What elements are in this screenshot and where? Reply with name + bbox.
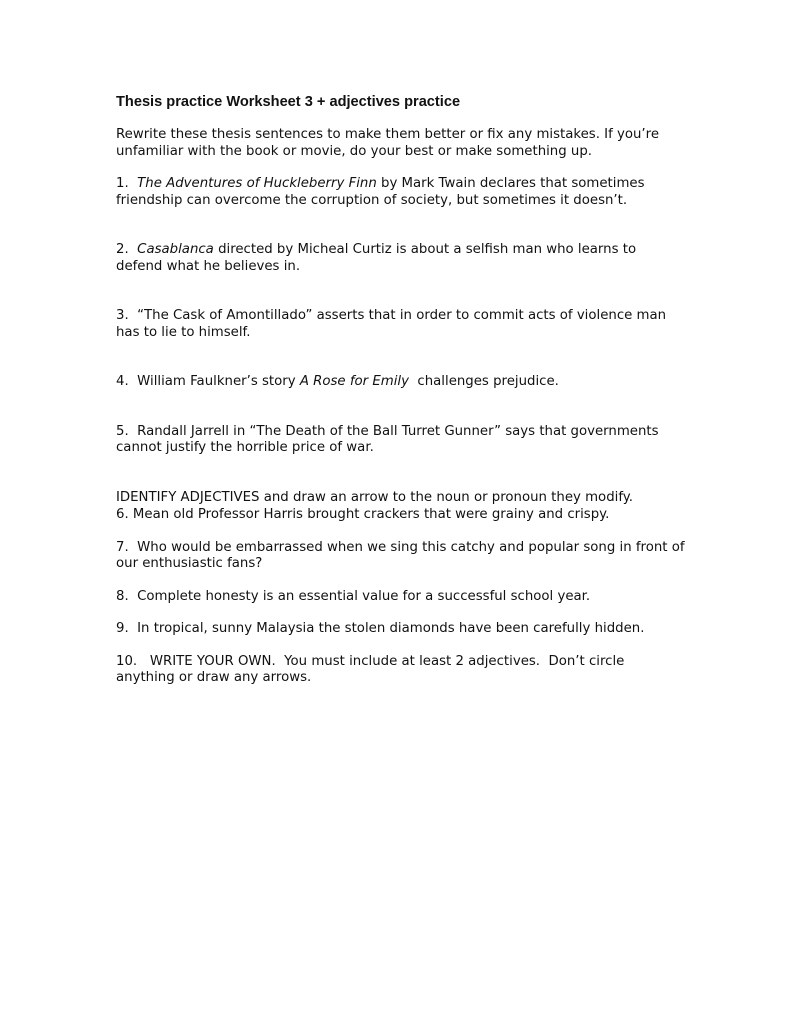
adjective-item-7: 7. Who would be embarrassed when we sing this catchy and popular song in front of our enthusiastic fans? (116, 539, 689, 571)
thesis-item-5 (116, 424, 686, 457)
adjective-item-6: 6. Mean old Professor Harris brought crackers that were grainy and crispy. (116, 507, 610, 522)
item-text: Randall Jarrell in “The Death of the Ball Turret Gunner” says that governments cannot justify the horrible price of war. (116, 423, 659, 455)
page-title: Thesis practice Worksheet 3 + adjectives practice (116, 94, 461, 110)
adjective-item-8: 8. Complete honesty is an essential value for a successful school year. (116, 588, 591, 604)
thesis-item-3 (116, 308, 686, 341)
instructions-paragraph: Rewrite these thesis sentences to make them better or fix any mistakes. If you’re unfamiliar with the book or movie, do your best or make something up. (116, 127, 660, 159)
worksheet-content (116, 93, 689, 687)
work-title: Casablanca (137, 242, 214, 257)
work-title: The Adventures of Huckleberry Finn (137, 176, 377, 191)
item-text-before: William Faulkner’s story (137, 374, 300, 389)
thesis-item-1 (116, 176, 686, 209)
work-title: A Rose for Emily (299, 374, 409, 389)
adjective-item-10: 10. WRITE YOUR OWN. You must include at least 2 adjectives. Don’t circle anything or draw any arrows. (116, 653, 629, 685)
item-text: challenges prejudice. (408, 374, 559, 389)
thesis-item-2 (116, 242, 686, 275)
item-number: 2. (116, 242, 129, 257)
item-text: directed by Micheal Curtiz is about a selfish man who learns to defend what he believes in. (116, 242, 637, 274)
thesis-item-4 (116, 374, 686, 391)
item-text: by Mark Twain declares that sometimes friendship can overcome the corruption of society, but sometimes it doesn’t. (116, 176, 645, 208)
item-text: “The Cask of Amontillado” asserts that in order to commit acts of violence man has to lie to himself. (116, 308, 667, 340)
item-number: 4. (116, 374, 129, 389)
adjectives-heading: IDENTIFY ADJECTIVES and draw an arrow to the noun or pronoun they modify. (116, 489, 633, 505)
item-number: 3. (116, 308, 129, 323)
item-number: 1. (116, 176, 129, 191)
adjective-item-9: 9. In tropical, sunny Malaysia the stolen diamonds have been carefully hidden. (116, 621, 645, 636)
item-number: 5. (116, 423, 129, 439)
